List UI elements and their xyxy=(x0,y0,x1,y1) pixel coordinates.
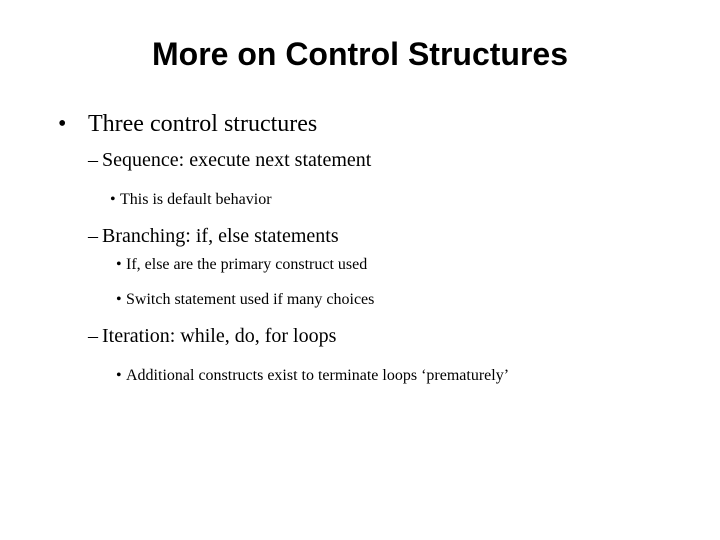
bullet-text: Three control structures xyxy=(88,111,318,137)
bullet-text: Branching: if, else statements xyxy=(102,225,339,247)
bullet-marker: • xyxy=(116,291,122,308)
dash-marker: – xyxy=(88,149,98,171)
bullet-marker: • xyxy=(116,367,122,384)
dash-marker: – xyxy=(88,225,98,247)
bullet-level2-sequence xyxy=(88,147,371,173)
bullet-marker: • xyxy=(110,191,116,208)
bullet-marker: • xyxy=(116,256,122,273)
bullet-level2-branching xyxy=(88,223,339,249)
bullet-text: Switch statement used if many choices xyxy=(126,291,375,308)
bullet-level3-if-else xyxy=(116,254,367,276)
bullet-text: This is default behavior xyxy=(120,191,272,208)
bullet-level3-default-behavior xyxy=(110,189,272,211)
bullet-text: If, else are the primary construct used xyxy=(126,256,368,273)
bullet-level3-additional-constructs xyxy=(116,365,509,387)
bullet-text: Additional constructs exist to terminate loops ‘prematurely’ xyxy=(126,367,510,384)
slide-title: More on Control Structures xyxy=(151,36,568,72)
bullet-text: Iteration: while, do, for loops xyxy=(102,325,337,347)
bullet-marker: • xyxy=(58,111,67,137)
dash-marker: – xyxy=(88,325,98,347)
bullet-text: Sequence: execute next statement xyxy=(102,149,372,171)
bullet-level2-iteration xyxy=(88,323,336,349)
bullet-level1-three-control-structures xyxy=(58,109,317,139)
bullet-level3-switch xyxy=(116,289,374,311)
